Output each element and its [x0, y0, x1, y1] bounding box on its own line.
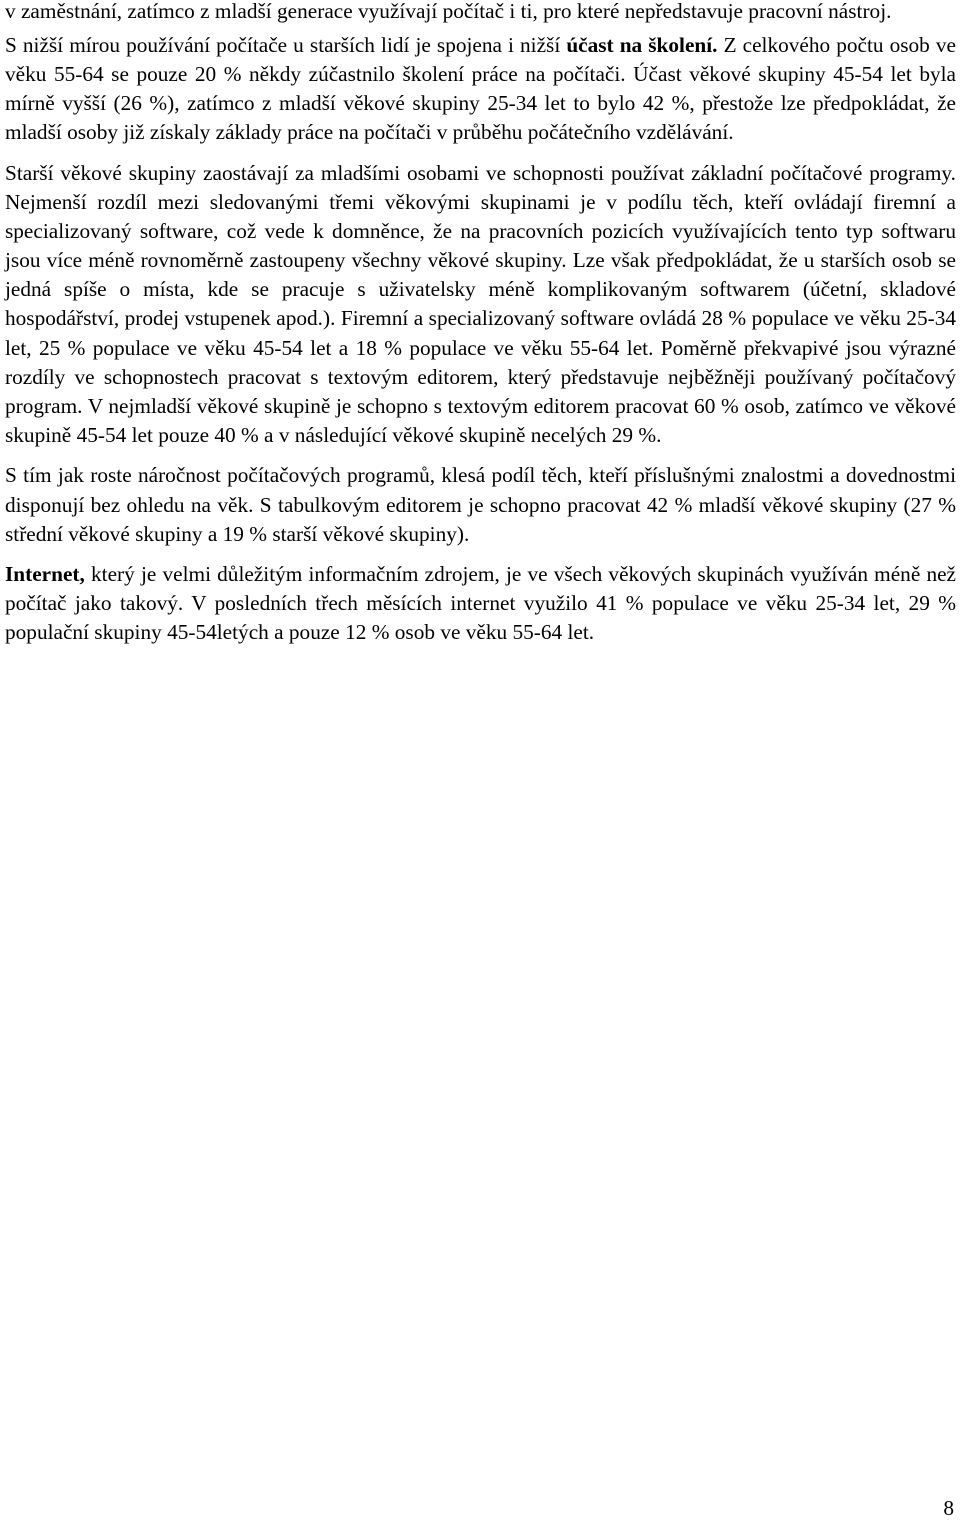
paragraph-text: Starší věkové skupiny zaostávají za mladšími osobami ve schopnosti používat základní počítačové programy. Nejmenší rozdíl mezi sledovanými třemi věkovými skupinami je v podílu těch, kteří ovládají firemní a specializovaný software, což vede k domněnce, že na pracovních pozicích využívajících tento typ softwaru jsou více méně rovnoměrně zastoupeny všechny věkové skupiny. Lze však předpokládat, že u starších osob se jedná spíše o místa, kde se pracuje s uživatelsky méně komplikovaným softwarem (účetní, skladové hospodářství, prodej vstupenek apod.). Firemní a specializovaný software ovládá 28 % populace ve věku 25-34 let, 25 % populace ve věku 45-54 let a 18 % populace ve věku 55-64 let. Poměrně překvapivé jsou výrazné rozdíly ve schopnostech pracovat s textovým editorem, který představuje nejběžněji používaný počítačový program. V nejmladší věkové skupině je schopno s textovým editorem pracovat 60 % osob, zatímco ve věkové skupině 45-54 let pouze 40 % a v následující věkové skupině necelých 29 %. [5, 160, 956, 447]
paragraph-spreadsheet-skills [5, 461, 956, 548]
paragraph-text: v zaměstnání, zatímco z mladší generace využívají počítač i ti, pro které nepředstavuje pracovní nástroj. [5, 0, 892, 23]
paragraph-text: který je velmi důležitým informačním zdrojem, je ve všech věkových skupinách využíván méně než počítač jako takový. V posledních třech měsících internet využilo 41 % populace ve věku 25-34 let, 29 % populační skupiny 45-54letých a pouze 12 % osob ve věku 55-64 let. [5, 562, 956, 645]
paragraph-training-participation [5, 31, 956, 147]
paragraph-employment-usage [5, 0, 956, 26]
paragraph-text: S nižší mírou používání počítače u starších lidí je spojena i nižší [5, 33, 567, 58]
document-page [5, 0, 956, 647]
paragraph-internet-usage [5, 560, 956, 647]
paragraph-software-skills [5, 159, 956, 450]
paragraph-text: S tím jak roste náročnost počítačových programů, klesá podíl těch, kteří příslušnými znalostmi a dovednostmi disponují bez ohledu na věk. S tabulkovým editorem je schopno pracovat 42 % mladší věkové skupiny (27 % střední věkové skupiny a 19 % starší věkové skupiny). [5, 463, 956, 546]
bold-term-internet: Internet, [5, 562, 85, 587]
page-number: 8 [943, 1496, 954, 1520]
paragraph-text: Z celkového počtu osob ve věku 55-64 se pouze 20 % někdy zúčastnilo školení práce na počítači. Účast věkové skupiny 45-54 let byla mírně vyšší (26 %), zatímco z mladší věkové skupiny 25-34 let to bylo 42 %, přestože lze předpokládat, že mladší osoby již získaly základy práce na počítači v průběhu počátečního vzdělávání. [5, 33, 957, 145]
bold-term-training: účast na školení. [566, 33, 718, 58]
